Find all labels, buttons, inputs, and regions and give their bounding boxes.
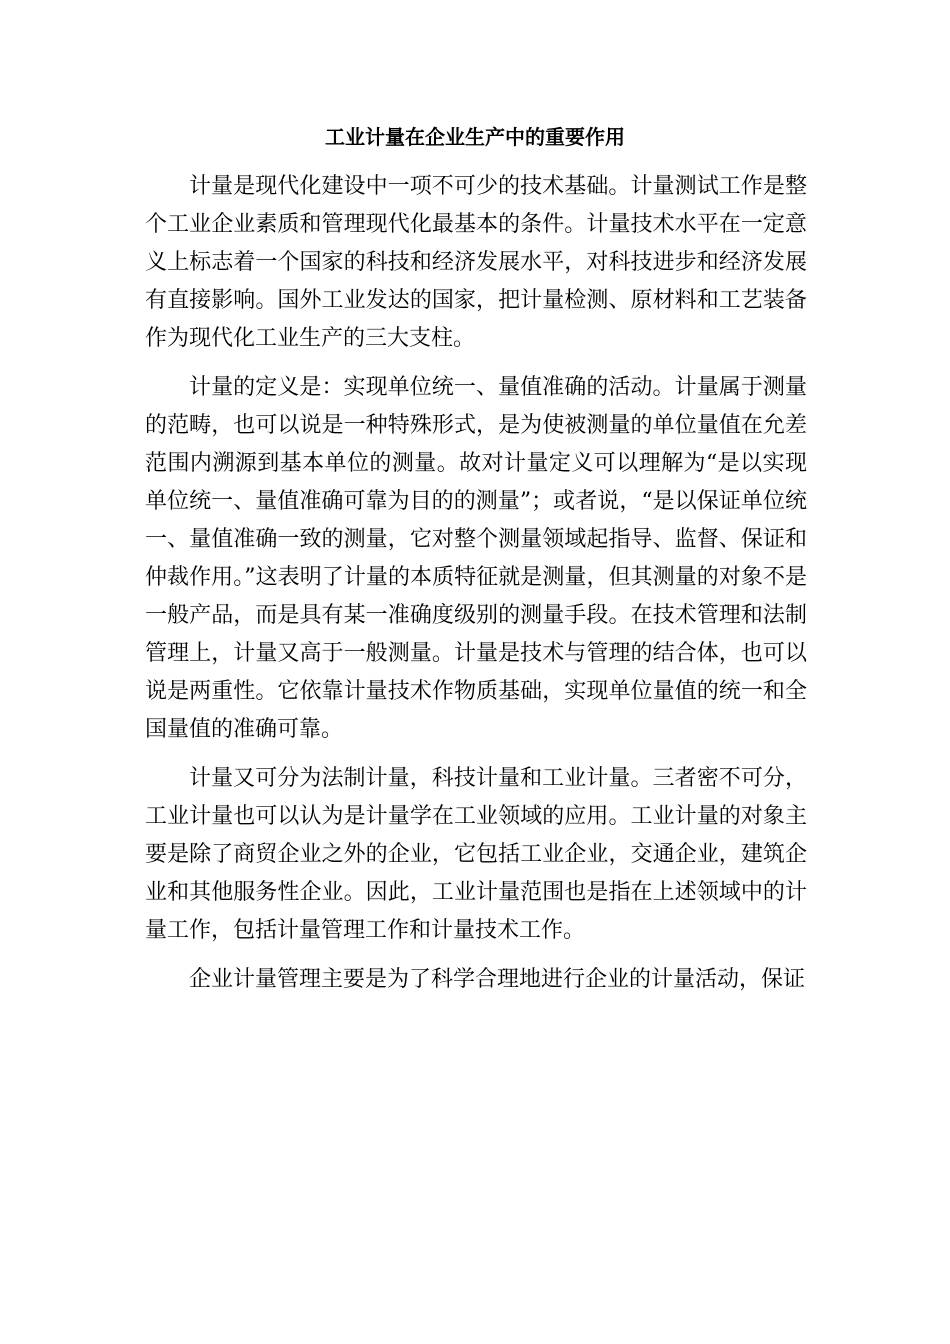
paragraph-2: 计量的定义是：实现单位统一、量值准确的活动。计量属于测量的范畴，也可以说是一种特殊形式，是为使被测量的单位量值在允差范围内溯源到基本单位的测量。故对计量定义可以理解为“是以实现单位统一、量值准确可靠为目的的测量”；或者说，“是以保证单位统一、量值准确一致的测量，它对整个测量领域起指导、监督、保证和仲裁作用。”这表明了计量的本质特征就是测量，但其测量的对象不是一般产品，而是具有某一准确度级别的测量手段。在技术管理和法制管理上，计量又高于一般测量。计量是技术与管理的结合体，也可以说是两重性。它依靠计量技术作物质基础，实现单位量值的统一和全国量值的准确可靠。 <box>145 375 807 742</box>
paragraph-3: 计量又可分为法制计量，科技计量和工业计量。三者密不可分，工业计量也可以认为是计量学在工业领域的应用。工业计量的对象主要是除了商贸企业之外的企业，它包括工业企业，交通企业，建筑企业和其他服务性企业。因此，工业计量范围也是指在上述领域中的计量工作，包括计量管理工作和计量技术工作。 <box>145 766 807 943</box>
paragraph-1: 计量是现代化建设中一项不可少的技术基础。计量测试工作是整个工业企业素质和管理现代化最基本的条件。计量技术水平在一定意义上标志着一个国家的科技和经济发展水平，对科技进步和经济发展有直接影响。国外工业发达的国家，把计量检测、原材料和工艺装备作为现代化工业生产的三大支柱。 <box>145 174 807 351</box>
paragraph-4: 企业计量管理主要是为了科学合理地进行企业的计量活动，保证 <box>189 967 806 992</box>
document-body <box>145 168 807 1010</box>
document-title: 工业计量在企业生产中的重要作用 <box>325 125 625 149</box>
